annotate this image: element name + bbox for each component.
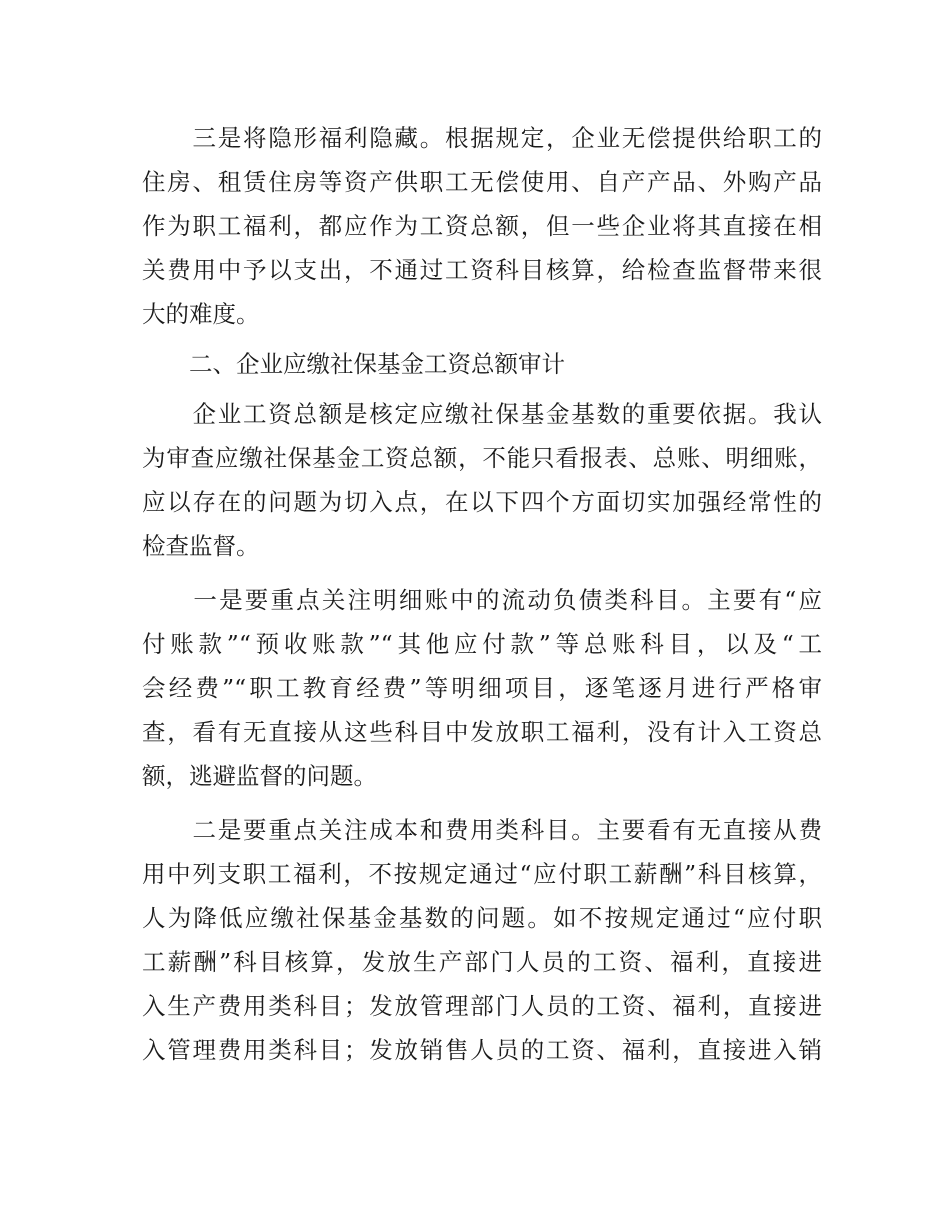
- text-line: 住房、租赁住房等资产供职工无偿使用、自产产品、外购产品: [142, 168, 822, 196]
- text-line: 应以存在的问题为切入点，在以下四个方面切实加强经常性的: [142, 488, 822, 516]
- text-line: 工薪酬”科目核算，发放生产部门人员的工资、福利，直接进: [142, 948, 822, 976]
- text-line: 二是要重点关注成本和费用类科目。主要看有无直接从费: [142, 816, 822, 844]
- text-line: 付账款”“预收账款”“其他应付款”等总账科目，以及“工: [142, 630, 822, 658]
- text-line: 额，逃避监督的问题。: [142, 762, 377, 790]
- text-line: 大的难度。: [142, 300, 260, 328]
- text-line: 会经费”“职工教育经费”等明细项目，逐笔逐月进行严格审: [142, 674, 822, 702]
- text-line: 检查监督。: [142, 532, 260, 560]
- text-line: 用中列支职工福利，不按规定通过“应付职工薪酬”科目核算，: [142, 860, 822, 888]
- text-line: 人为降低应缴社保基金基数的问题。如不按规定通过“应付职: [142, 904, 822, 932]
- text-line: 三是将隐形福利隐藏。根据规定，企业无偿提供给职工的: [142, 124, 822, 152]
- text-line: 作为职工福利，都应作为工资总额，但一些企业将其直接在相: [142, 212, 822, 240]
- text-line: 入管理费用类科目；发放销售人员的工资、福利，直接进入销: [142, 1036, 822, 1064]
- text-line: 关费用中予以支出，不通过工资科目核算，给检查监督带来很: [142, 256, 822, 284]
- text-line: 入生产费用类科目；发放管理部门人员的工资、福利，直接进: [142, 992, 822, 1020]
- section-heading: 二、企业应缴社保基金工资总额审计: [142, 350, 565, 378]
- text-line: 一是要重点关注明细账中的流动负债类科目。主要有“应: [142, 586, 822, 614]
- text-line: 企业工资总额是核定应缴社保基金基数的重要依据。我认: [142, 400, 822, 428]
- text-line: 查，看有无直接从这些科目中发放职工福利，没有计入工资总: [142, 718, 822, 746]
- text-line: 为审查应缴社保基金工资总额，不能只看报表、总账、明细账，: [142, 444, 822, 472]
